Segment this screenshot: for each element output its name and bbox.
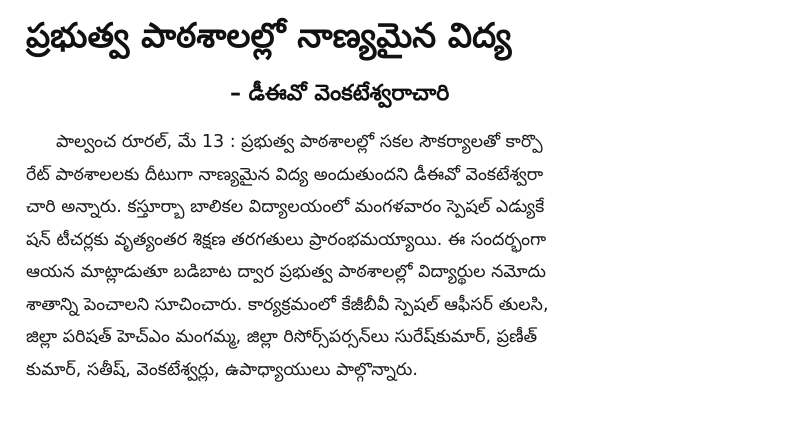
body-line: జిల్లా పరిషత్ హెచ్ఎం మంగమ్మ, జిల్లా రిసోర్స్‌పర్సన్‌లు సురేష్‌కుమార్, ప్రణీత్ [26, 327, 538, 347]
byline: – డీఈవో వెంకటేశ్వరాచారి [230, 81, 450, 106]
headline: ప్రభుత్వ పాఠశాలల్లో నాణ్యమైన విద్య [26, 16, 512, 56]
body-line: కుమార్, సతీష్, వెంకటేశ్వర్లు, ఉపాధ్యాయులు పాల్గొన్నారు. [26, 359, 418, 380]
body-line: రేట్ పాఠశాలలకు దీటుగా నాణ్యమైన విద్య అందుతుందని డీఈవో వెంకటేశ్వరా [26, 164, 544, 185]
article-body [26, 126, 778, 386]
body-line: పాల్వంచ రూరల్, మే 13 : ప్రభుత్వ పాఠశాలల్లో సకల సౌకర్యాలతో కార్పొ [56, 132, 543, 152]
body-line: షన్ టీచర్లకు వృత్యంతర శిక్షణ తరగతులు ప్రారంభమయ్యాయి. ఈ సందర్భంగా [26, 229, 547, 250]
body-line: ఆయన మాట్లాడుతూ బడిబాట ద్వార ప్రభుత్వ పాఠశాలల్లో విద్యార్థుల నమోదు [26, 262, 546, 282]
body-line: చారి అన్నారు. కస్తూర్బా బాలికల విద్యాలయంలో మంగళవారం స్పెషల్ ఎడ్యుకే [26, 197, 545, 217]
body-line: శాతాన్ని పెంచాలని సూచించారు. కార్యక్రమంలో కేజీబీవీ స్పెషల్ ఆఫీసర్ తులసి, [26, 294, 549, 315]
